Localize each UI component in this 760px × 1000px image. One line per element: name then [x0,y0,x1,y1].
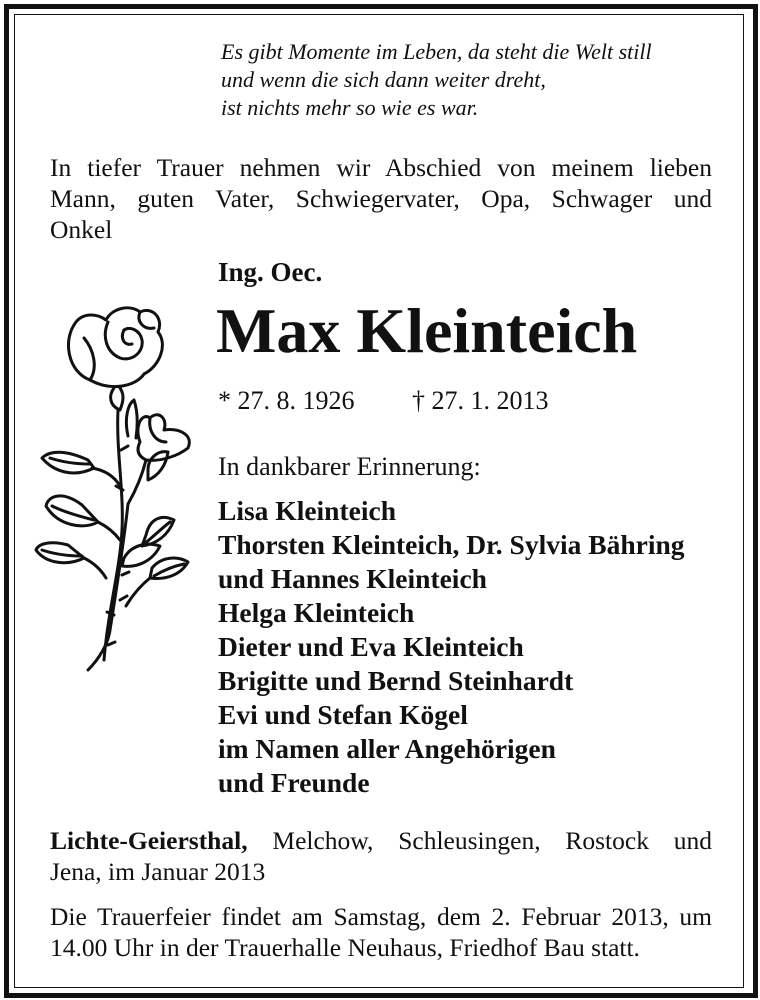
mourners-list [218,494,685,800]
mourner-line: Helga Kleinteich [218,597,415,628]
memory-label: In dankbarer Erinnerung: [218,452,481,481]
motto-poem [221,38,652,122]
intro-line: In tiefer Trauer nehmen wir Abschied von meinem lieben [50,153,712,182]
funeral-service-info [50,901,712,963]
life-dates [218,386,549,416]
place-and-date [50,825,712,887]
intro-line: Mann, guten Vater, Schwiegervater, Opa, Schwager und [50,184,712,213]
intro-line: Onkel [50,215,113,244]
service-line: Die Trauerfeier findet am Samstag, dem 2. Februar 2013, um [50,902,712,931]
mourner-line: Evi und Stefan Kögel [218,699,468,730]
mourner-line: und Freunde [218,767,370,798]
birth-date: * 27. 8. 1926 [218,386,355,415]
mourner-line: Dieter und Eva Kleinteich [218,631,524,662]
mourner-line: Thorsten Kleinteich, Dr. Sylvia Bähring [218,529,685,560]
motto-line: und wenn die sich dann weiter dreht, [221,67,546,92]
intro-text [50,152,712,245]
place-line-rest: Melchow, Schleusingen, Rostock und [272,826,713,855]
deceased-title: Ing. Oec. [218,257,323,287]
deceased-name: Max Kleinteich [216,295,638,366]
motto-line: Es gibt Momente im Leben, da steht die Welt still [221,39,652,64]
mourner-line: Lisa Kleinteich [218,495,396,526]
place-bold: Lichte-Geiersthal, [50,826,248,855]
rose-illustration [28,300,208,685]
mourner-line: und Hannes Kleinteich [218,563,487,594]
mourner-line: Brigitte und Bernd Steinhardt [218,665,574,696]
mourner-line: im Namen aller Angehörigen [218,733,556,764]
motto-line: ist nichts mehr so wie es war. [221,95,479,120]
service-line: 14.00 Uhr in der Trauerhalle Neuhaus, Friedhof Bau statt. [50,933,640,962]
death-date: † 27. 1. 2013 [412,386,549,415]
place-line: Jena, im Januar 2013 [50,857,266,886]
